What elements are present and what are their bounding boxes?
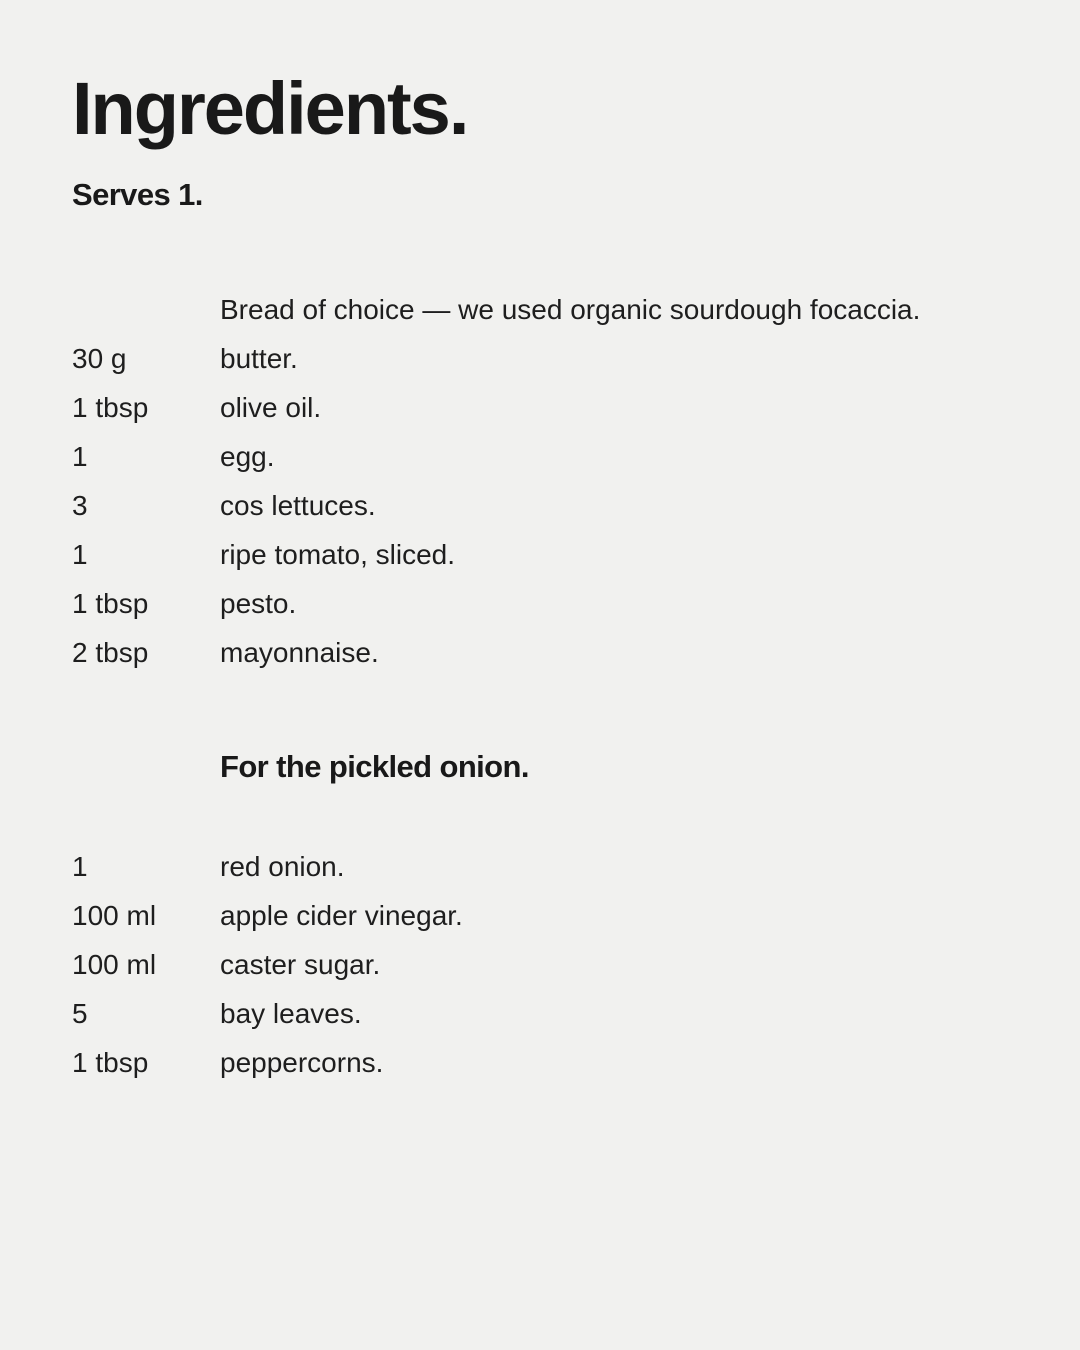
ingredient-quantity: 2 tbsp	[72, 637, 149, 668]
ingredient-name: cos lettuces.	[220, 490, 376, 521]
ingredient-name: mayonnaise.	[220, 637, 379, 668]
ingredient-quantity: 100 ml	[72, 900, 157, 931]
ingredient-name: egg.	[220, 441, 275, 472]
ingredient-row	[72, 989, 1042, 1038]
ingredient-quantity: 1 tbsp	[72, 1047, 149, 1078]
ingredient-name: butter.	[220, 343, 298, 374]
page-title: Ingredients.	[72, 67, 468, 150]
ingredient-row	[72, 530, 1042, 579]
ingredient-quantity: 5	[72, 998, 88, 1029]
ingredient-list-main	[72, 285, 1042, 677]
ingredient-row	[72, 432, 1042, 481]
ingredient-row	[72, 1038, 1042, 1087]
ingredient-quantity: 1	[72, 441, 88, 472]
subsection-heading-pickled-onion: For the pickled onion.	[220, 749, 529, 784]
ingredient-row	[72, 842, 1042, 891]
ingredient-name: olive oil.	[220, 392, 322, 423]
serves-label: Serves 1.	[72, 177, 203, 212]
ingredient-quantity: 1 tbsp	[72, 392, 149, 423]
ingredient-list-pickled-onion	[72, 842, 1042, 1087]
ingredient-quantity: 3	[72, 490, 88, 521]
ingredient-row	[72, 334, 1042, 383]
ingredient-quantity: 100 ml	[72, 949, 157, 980]
ingredient-name: caster sugar.	[220, 949, 381, 980]
ingredient-quantity: 1 tbsp	[72, 588, 149, 619]
ingredient-row	[72, 481, 1042, 530]
ingredient-name: pesto.	[220, 588, 297, 619]
ingredient-row	[72, 891, 1042, 940]
ingredient-quantity: 1	[72, 851, 88, 882]
ingredient-name: red onion.	[220, 851, 345, 882]
ingredient-quantity: 1	[72, 539, 88, 570]
ingredient-name: peppercorns.	[220, 1047, 384, 1078]
ingredient-quantity: 30 g	[72, 343, 127, 374]
ingredient-row	[72, 628, 1042, 677]
ingredient-name: Bread of choice — we used organic sourdough focaccia.	[220, 294, 921, 325]
ingredient-row	[72, 579, 1042, 628]
ingredient-name: apple cider vinegar.	[220, 900, 463, 931]
ingredient-row	[72, 383, 1042, 432]
ingredient-row	[72, 940, 1042, 989]
ingredient-row	[72, 285, 1042, 334]
ingredient-name: ripe tomato, sliced.	[220, 539, 455, 570]
ingredient-name: bay leaves.	[220, 998, 362, 1029]
